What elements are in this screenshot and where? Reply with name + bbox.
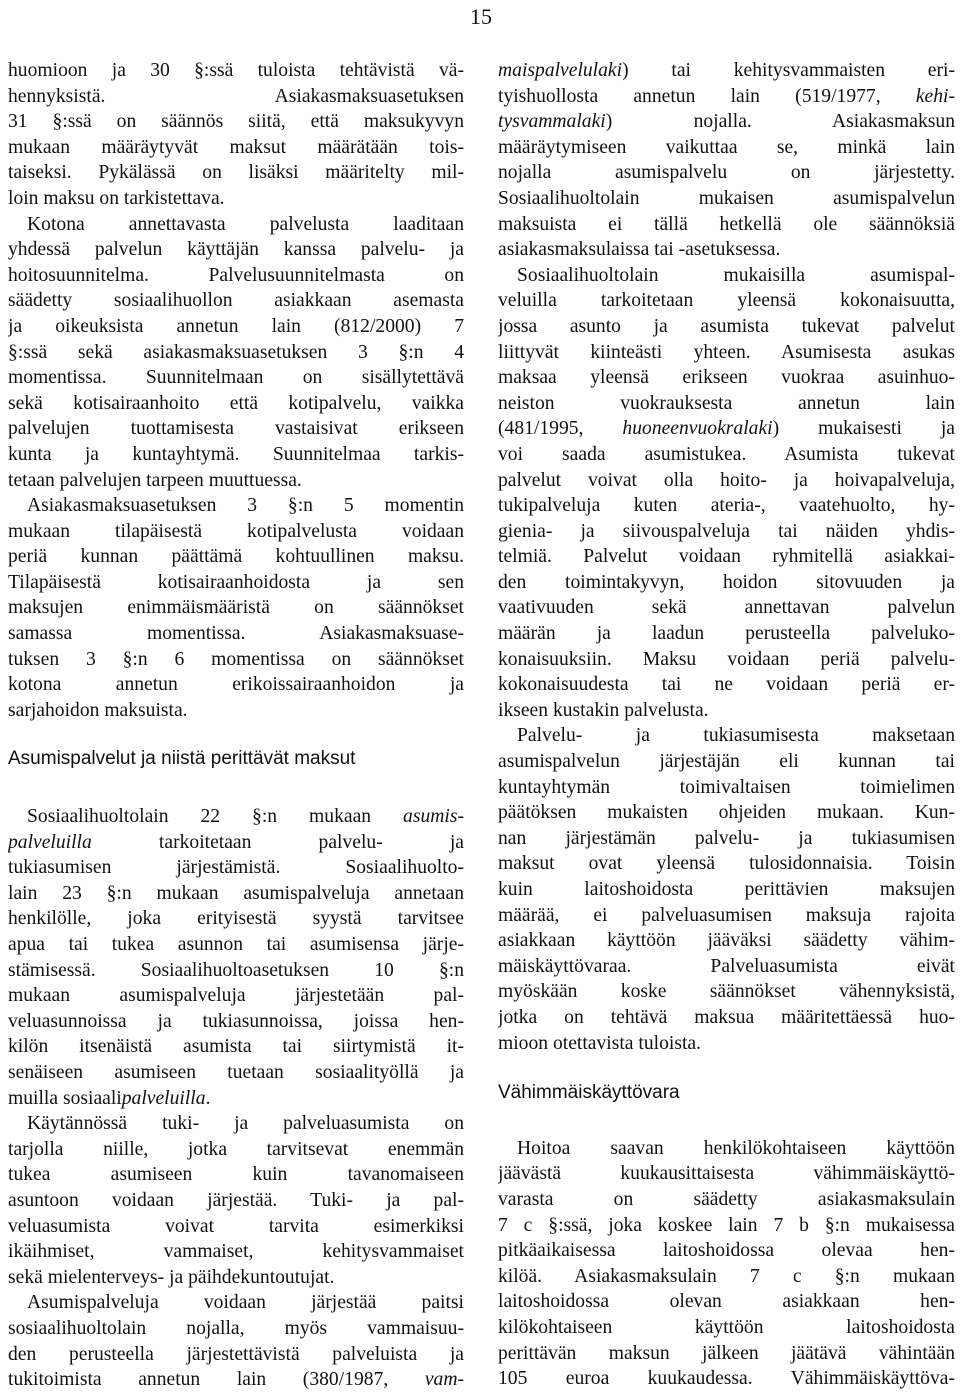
- text-line: kilön itsenäistä asumista tai siirtymistä it-: [8, 1036, 464, 1058]
- text-line: tysvammalaki) nojalla. Asiakasmaksun: [498, 111, 955, 133]
- text-line: 7 c §:ssä, joka koskee lain 7 b §:n mukaisessa: [498, 1214, 955, 1236]
- text-line: palvelujen tuottamisesta vastaisivat erikseen: [8, 418, 464, 440]
- text-line: asiakasmaksulaissa tai -asetuksessa.: [498, 239, 781, 261]
- text-line: senäiseen asumiseen tuetaan sosiaalityöllä ja: [8, 1061, 464, 1083]
- text-line: jotka on tehtävä maksua määritettäessä huo-: [498, 1006, 955, 1028]
- text-line: määrän ja laadun perusteella palveluko-: [498, 623, 955, 645]
- text-line: loin maksu on tarkistettava.: [8, 187, 225, 209]
- text-line: veluasunnoissa ja tukiasunnoissa, joissa hen-: [8, 1010, 464, 1032]
- text-line: kunta ja kuntayhtymä. Suunnitelmaa tarkis-: [8, 443, 464, 465]
- text-line: mukaan määräytyvät maksut määrätään tois-: [8, 136, 464, 158]
- text-line: Palvelu- ja tukiasumisesta maksetaan: [517, 725, 955, 747]
- text-line: varasta on säädetty asiakasmaksulain: [498, 1188, 955, 1210]
- paragraph: [498, 1136, 955, 1392]
- text-line: Asiakasmaksuasetuksen 3 §:n 5 momentin: [27, 495, 464, 517]
- paragraph: [8, 1290, 464, 1392]
- text-line: maksaa yleensä erikseen vuokraa asuinhuo-: [498, 367, 955, 389]
- text-line: tetaan palvelujen tarpeen muuttuessa.: [8, 469, 302, 491]
- text-line: asiakkaan käyttöön jääväksi säädetty vähim-: [498, 930, 955, 952]
- text-line: kilöä. Asiakasmaksulain 7 c §:n mukaan: [498, 1265, 955, 1287]
- text-line: myöskään koske säännökset vähennyksistä,: [498, 981, 955, 1003]
- text-line: periä kunnan päättämä kohtuullinen maksu.: [8, 546, 464, 568]
- text-line: samassa momentissa. Asiakasmaksuase-: [8, 623, 464, 645]
- text-line: sekä mielenterveys- ja päihdekuntoutujat.: [8, 1266, 335, 1288]
- text-line: lain 23 §:n mukaan asumispalveluja annetaan: [8, 882, 464, 904]
- text-line: sosiaalihuoltolain nojalla, myös vammaisuu-: [8, 1317, 464, 1339]
- text-line: veluasumista voivat tarvita esimerkiksi: [8, 1215, 464, 1237]
- text-line: §:ssä sekä asiakasmaksuasetuksen 3 §:n 4: [8, 341, 464, 363]
- text-line: jäävästä kuukausittaisesta vähimmäiskäyttö-: [498, 1163, 955, 1185]
- text-line: momentissa. Suunnitelmaan on sisällytettävä: [8, 367, 464, 389]
- text-line: apua tai tukea asunnon tai asumisensa järje-: [8, 934, 464, 955]
- text-line: vaativuuden sekä annettavan palvelun: [498, 597, 955, 619]
- text-line: ikäihmiset, vammaiset, kehitysvammaiset: [8, 1241, 464, 1263]
- text-line: kotona annetun erikoissairaanhoidon ja: [8, 674, 464, 696]
- text-line: ikseen kustakin palvelusta.: [498, 699, 709, 721]
- text-line: Kotona annettavasta palvelusta laaditaan: [27, 213, 464, 235]
- text-line: Hoitoa saavan henkilökohtaiseen käyttöön: [517, 1137, 955, 1159]
- text-line: määräytymiseen vaikuttaa se, minkä lain: [498, 136, 955, 158]
- paragraph: [8, 1111, 464, 1290]
- text-line: muilla sosiaalipalveluilla.: [8, 1087, 211, 1109]
- text-line: 31 §:ssä on säännös siitä, että maksukyvyn: [8, 111, 464, 133]
- text-line: hennyksistä. Asiakasmaksuasetuksen: [8, 85, 464, 107]
- text-line: säädetty sosiaalihuollon asiakkaan asemasta: [8, 290, 464, 312]
- text-line: maispalvelulaki) tai kehitysvammaisten eri-: [498, 60, 955, 81]
- text-line: pitkäaikaisessa laitoshoidossa olevaa hen-: [498, 1240, 955, 1262]
- text-line: gienia- ja siivouspalveluja tai näiden yhdis-: [498, 520, 955, 542]
- text-line: jossa asunto ja asumista tukevat palvelut: [498, 315, 955, 337]
- page-number: 15: [470, 4, 492, 29]
- text-line: hoitosuunnitelma. Palvelusuunnitelmasta on: [8, 264, 464, 286]
- text-line: ja oikeuksista annetun lain (812/2000) 7: [8, 315, 464, 337]
- text-line: asuntoon voidaan järjestää. Tuki- ja pal-: [8, 1189, 464, 1211]
- section-heading: Asumispalvelut ja niistä perittävät maksut: [8, 748, 356, 770]
- section-heading: Vähimmäiskäyttövara: [498, 1082, 680, 1104]
- text-line: den perusteella järjestettävistä palveluista ja: [8, 1343, 464, 1365]
- text-line: mioon otettavista tuloista.: [498, 1032, 701, 1054]
- text-line: tukipalveluja kuten ateria-, vaatehuolto, hy-: [498, 495, 955, 517]
- text-line: nan järjestämän palvelu- ja tukiasumisen: [498, 827, 955, 849]
- text-line: mukaan tilapäisestä kotipalvelusta voidaan: [8, 520, 464, 542]
- text-line: telmiä. Palvelut voidaan ryhmitellä asiakkai-: [498, 546, 955, 568]
- text-line: nojalla asumispalvelu on järjestetty.: [498, 162, 955, 184]
- text-line: stämisessä. Sosiaalihuoltoasetuksen 10 §:n: [8, 959, 464, 981]
- text-line: (481/1995, huoneenvuokralaki) mukaisesti ja: [498, 418, 955, 440]
- text-line: perittävän maksun jälkeen jäätävä vähintään: [498, 1342, 955, 1364]
- text-line: tukiasumisen järjestämistä. Sosiaalihuolto-: [8, 857, 464, 879]
- text-line: palveluilla tarkoitetaan palvelu- ja: [8, 831, 464, 853]
- text-line: kuntayhtymän toimivaltaisen toimielimen: [498, 776, 955, 798]
- text-line: maksut ovat yleensä tulosidonnaisia. Toisin: [498, 853, 955, 875]
- text-line: Sosiaalihuoltolain mukaisilla asumispal-: [517, 264, 955, 286]
- left-column: [8, 58, 464, 1393]
- text-line: tukea asumiseen kuin tavanomaiseen: [8, 1164, 464, 1186]
- text-line: Käytännössä tuki- ja palveluasumista on: [27, 1113, 464, 1135]
- text-line: määrää, ei palveluasumisen maksuja rajoita: [498, 904, 955, 926]
- text-line: kokonaisuudesta tai ne voidaan periä er-: [498, 674, 955, 696]
- text-line: neiston vuokrauksesta annetun lain: [498, 392, 955, 414]
- text-line: 105 euroa kuukaudessa. Vähimmäiskäyttöva-: [498, 1368, 955, 1390]
- paragraph: [8, 493, 464, 723]
- text-line: veluilla tarkoitetaan yleensä kokonaisuutta,: [498, 290, 955, 312]
- text-line: sarjahoidon maksuista.: [8, 699, 188, 721]
- paragraph: [8, 804, 464, 1111]
- paragraph: [498, 58, 955, 263]
- text-line: tuksen 3 §:n 6 momentissa on säännökset: [8, 648, 464, 670]
- paragraph: [8, 58, 464, 212]
- text-line: tukitoimista annetun lain (380/1987, vam-: [8, 1369, 464, 1391]
- paragraph: [498, 723, 955, 1056]
- right-column: [498, 58, 955, 1392]
- paragraph: [498, 263, 955, 724]
- text-line: kuin laitoshoidosta perittävien maksujen: [498, 879, 955, 900]
- text-line: laitoshoidossa olevan asiakkaan hen-: [498, 1291, 955, 1313]
- text-line: henkilölle, joka erityisestä syystä tarvitsee: [8, 908, 464, 930]
- text-line: asumispalvelun järjestäjän eli kunnan tai: [498, 751, 955, 773]
- text-line: Asumispalveluja voidaan järjestää paitsi: [27, 1292, 464, 1314]
- text-line: maksuista ei tällä hetkellä ole säännöksiä: [498, 213, 955, 235]
- text-line: sekä kotisairaanhoito että kotipalvelu, vaikka: [8, 392, 464, 414]
- text-line: kilökohtaiseen käyttöön laitoshoidosta: [498, 1316, 955, 1338]
- text-line: palvelut voivat olla hoito- ja hoivapalveluja,: [498, 469, 955, 491]
- text-line: mäiskäyttövaraa. Palveluasumista eivät: [498, 955, 955, 977]
- text-line: konaisuuksiin. Maksu voidaan periä palvelu-: [498, 648, 955, 670]
- text-line: tyishuollosta annetun lain (519/1977, kehi-: [498, 85, 955, 107]
- text-line: tarjolla niille, jotka tarvitsevat enemmän: [8, 1138, 464, 1160]
- text-line: Sosiaalihuoltolain 22 §:n mukaan asumis-: [27, 806, 464, 828]
- text-line: maksujen enimmäismääristä on säännökset: [8, 597, 464, 619]
- text-line: den toimintakyvyn, hoidon sitovuuden ja: [498, 571, 955, 593]
- paragraph: [8, 212, 464, 494]
- text-line: Sosiaalihuoltolain mukaisen asumispalvelun: [498, 187, 955, 209]
- text-line: päätöksen mukaisten ohjeiden mukaan. Kun-: [498, 802, 955, 824]
- text-line: Tilapäisestä kotisairaanhoidosta ja sen: [8, 571, 464, 593]
- text-line: huomioon ja 30 §:ssä tuloista tehtävistä vä-: [8, 60, 464, 81]
- text-line: voi saada asumistukea. Asumista tukevat: [498, 443, 955, 465]
- text-line: mukaan asumispalveluja järjestetään pal-: [8, 985, 464, 1007]
- text-line: yhdessä palvelun käyttäjän kanssa palvelu- ja: [8, 239, 464, 261]
- text-line: taiseksi. Pykälässä on lisäksi määritelty mil-: [8, 162, 464, 184]
- text-line: liittyvät kiinteästi yhteen. Asumisesta asukas: [498, 341, 955, 363]
